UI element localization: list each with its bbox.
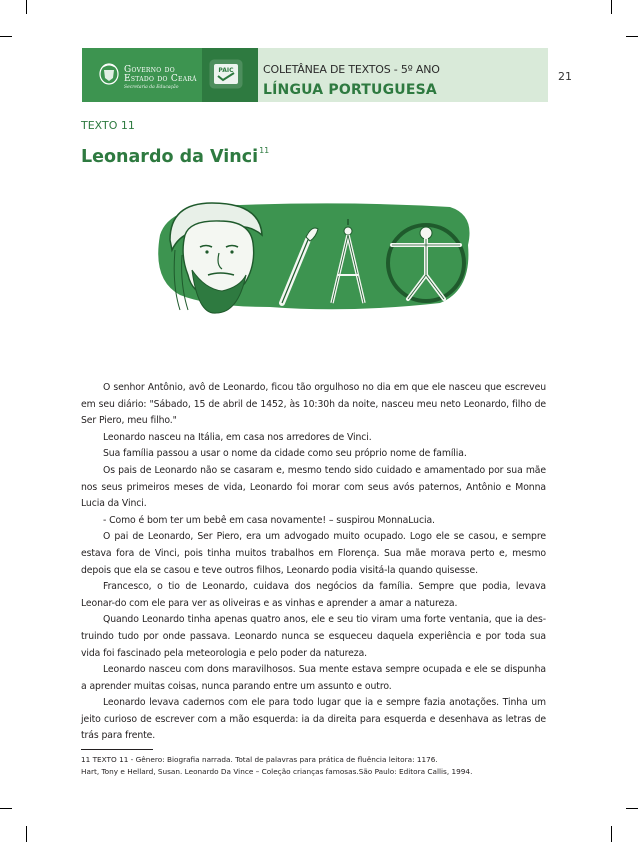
collection-title: COLETÂNEA DE TEXTOS - 5º ANO — [263, 63, 440, 76]
paragraph: O pai de Leonardo, Ser Piero, era um advogado muito ocupado. Logo ele se casou, e sempre estava fora de Vinci, pois tinha muitos trabalhos em Florença. Sua mãe morava perto e, mesmo depois que ela se casou e teve outros filhos, Leonardo podia visitá-la quando quisesse. — [81, 531, 546, 576]
paragraph: - Como é bom ter um bebê em casa novamente! – suspirou MonnaLucia. — [103, 514, 435, 526]
paragraph: Leonardo nasceu com dons maravilhosos. Sua mente estava sempre ocupada e ele se dispunha a aprender muitas coisas, nunca parando entre um assunto e outro. — [81, 664, 546, 692]
gov-line1: Governo do — [124, 65, 175, 75]
crop-mark — [0, 36, 12, 37]
paragraph: Sua família passou a usar o nome da cidade como seu próprio nome de família. — [103, 448, 467, 460]
title-text: Leonardo da Vinci — [81, 147, 259, 167]
paragraph: O senhor Antônio, avô de Leonardo, ficou tão orgulhoso no dia em que ele nasceu que escreveu em seu diário: "Sábado, 15 de abril de 1452, às 10:30h da noite, nasceu meu neto Leonardo, filho de Ser Piero, meu filho." — [81, 382, 546, 427]
crop-mark — [626, 36, 638, 37]
footnote-line: Hart, Tony e Hellard, Susan. Leonardo Da Vince – Coleção crianças famosas.São Paulo: Editora Callis, 1994. — [81, 767, 473, 776]
page-title — [81, 146, 269, 167]
crop-mark — [611, 826, 612, 842]
footnotes — [81, 754, 551, 778]
title-footnote-ref: 11 — [259, 146, 270, 155]
crop-mark — [611, 0, 612, 14]
program-logo-label: PAIC — [218, 67, 234, 74]
subject-title: LÍNGUA PORTUGUESA — [263, 82, 437, 98]
footnote-divider — [81, 749, 153, 750]
program-logo-icon — [209, 58, 243, 90]
crop-mark — [26, 0, 27, 14]
coat-of-arms-icon — [98, 62, 120, 86]
paragraph: Leonardo nasceu na Itália, em casa nos arredores de Vinci. — [103, 431, 372, 443]
crop-mark — [626, 808, 638, 809]
paragraph: Quando Leonardo tinha apenas quatro anos, ele e seu tio viram uma forte ventania, que ia des-truindo tudo por onde passava. Leonardo nunca se esqueceu daquela experiência e por toda sua vida foi fascinado pela meteorologia e pelo poder da natureza. — [81, 614, 546, 659]
paragraph: Leonardo levava cadernos com ele para todo lugar que ia e sempre fazia anotações. Tinha um jeito curioso de escrever com a mão esquerda: ia da direita para esquerda e desenhava as letras de trás para frente. — [81, 697, 546, 742]
gov-line3: Secretaria da Educação — [124, 84, 179, 90]
gov-line2: Estado do Ceará — [124, 74, 197, 85]
paragraph: Os pais de Leonardo não se casaram e, mesmo tendo sido cuidado e amamentado por sua mãe nos seus primeiros meses de vida, Leonardo foi morar com seus avós paternos, Antônio e Monna Lucia da Vinci. — [81, 464, 546, 510]
crop-mark — [0, 808, 12, 809]
leonardo-illustration — [150, 195, 480, 315]
text-label: TEXTO 11 — [81, 119, 135, 132]
footnote-line: 11 TEXTO 11 - Gênero: Biografia narrada. Total de palavras para prática de fluência leitora: 1176. — [81, 755, 438, 764]
story-body — [81, 380, 546, 745]
page-number: 21 — [558, 70, 572, 83]
crop-mark — [26, 826, 27, 842]
government-logo-text — [124, 66, 197, 91]
paragraph: Francesco, o tio de Leonardo, cuidava dos negócios da família. Sempre que podia, levava Leonar-do com ele para ver as oliveiras e as vinhas e aprender a amar a natureza. — [81, 581, 546, 609]
